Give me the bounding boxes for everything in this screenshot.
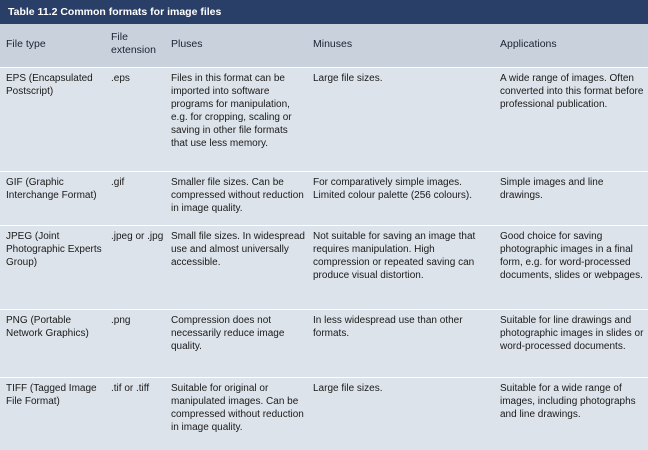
cell-applications: Suitable for line drawings and photographic images in slides or word-processed documents. <box>500 315 644 352</box>
cell-minuses: In less widespread use than other formats. <box>313 315 463 339</box>
table-row <box>0 226 648 310</box>
table-header-row <box>0 24 648 68</box>
header-pluses: Pluses <box>171 38 203 50</box>
cell-pluses: Small file sizes. In widespread use and almost universally accessible. <box>171 231 305 268</box>
table-row <box>0 378 648 449</box>
cell-minuses: Large file sizes. <box>313 383 383 394</box>
table-title: Table 11.2 Common formats for image files <box>0 0 648 24</box>
table-row <box>0 172 648 226</box>
cell-file-type: JPEG (Joint Photographic Experts Group) <box>6 231 102 268</box>
cell-pluses: Suitable for original or manipulated images. Can be compressed without reduction in image quality. <box>171 383 304 433</box>
header-file-extension: File extension <box>111 31 156 56</box>
cell-applications: Good choice for saving photographic images in a final form, e.g. for word-processed documents, slides or webpages. <box>500 231 643 281</box>
cell-extension: .tif or .tiff <box>111 383 150 394</box>
table-row <box>0 310 648 378</box>
table-row <box>0 68 648 172</box>
header-file-type: File type <box>6 38 46 50</box>
cell-minuses: Large file sizes. <box>313 73 383 84</box>
cell-file-type: PNG (Portable Network Graphics) <box>6 315 89 339</box>
header-applications: Applications <box>500 38 557 50</box>
cell-extension: .eps <box>111 73 130 84</box>
cell-extension: .png <box>111 315 131 326</box>
cell-applications: A wide range of images. Often converted into this format before professional publication. <box>500 73 644 110</box>
header-minuses: Minuses <box>313 38 353 50</box>
cell-pluses: Files in this format can be imported into software programs for manipulation, e.g. for cropping, scaling or saving in other file formats that use less memory. <box>171 73 292 149</box>
cell-minuses: For comparatively simple images. Limited colour palette (256 colours). <box>313 177 472 201</box>
cell-applications: Suitable for a wide range of images, including photographs and line drawings. <box>500 383 636 420</box>
cell-pluses: Smaller file sizes. Can be compressed without reduction in image quality. <box>171 177 304 214</box>
cell-applications: Simple images and line drawings. <box>500 177 604 201</box>
cell-file-type: EPS (Encapsulated Postscript) <box>6 73 93 97</box>
cell-pluses: Compression does not necessarily reduce image quality. <box>171 315 285 352</box>
cell-minuses: Not suitable for saving an image that requires manipulation. High compression or repeated saving can produce visual distortion. <box>313 231 476 281</box>
cell-extension: .jpeg or .jpg <box>111 231 164 242</box>
cell-file-type: GIF (Graphic Interchange Format) <box>6 177 97 201</box>
cell-extension: .gif <box>111 177 125 188</box>
cell-file-type: TIFF (Tagged Image File Format) <box>6 383 97 407</box>
